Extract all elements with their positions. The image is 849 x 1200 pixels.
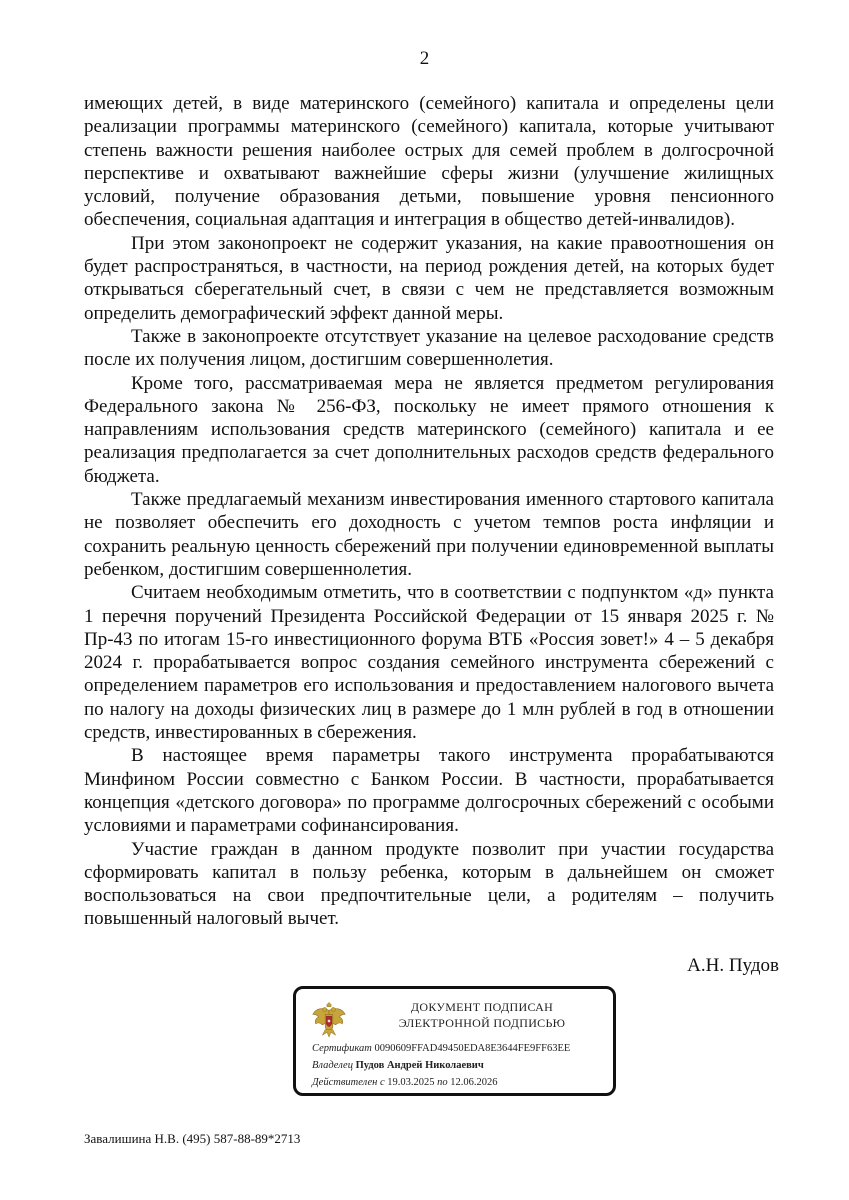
electronic-signature-stamp <box>293 986 616 1096</box>
stamp-title-line: ЭЛЕКТРОННОЙ ПОДПИСЬЮ <box>398 1016 566 1030</box>
russian-coat-of-arms-icon <box>310 1001 348 1039</box>
valid-to-label: по <box>437 1077 448 1088</box>
paragraph: Кроме того, рассматриваемая мера не является предметом регулирования Федерального закона № 256-ФЗ, поскольку не имеет прямого отношения к направлениям использования средств материнского (семейного) капитала и ее реализация предполагается за счет дополнительных расходов средств федерального бюджета. <box>84 372 774 487</box>
stamp-title <box>358 999 606 1031</box>
letter-body <box>84 92 774 931</box>
paragraph: Участие граждан в данном продукте позволит при участии государства сформировать капитал в пользу ребенка, которым в дальнейшем он сможет воспользоваться на свои предпочтительные цели, а родителям – получить повышенный налоговый вычет. <box>84 838 774 930</box>
valid-from-date: 19.03.2025 <box>387 1077 435 1088</box>
validity-line <box>312 1077 498 1088</box>
paragraph: имеющих детей, в виде материнского (семейного) капитала и определены цели реализации программы материнского (семейного) капитала, которые учитывают степень важности решения наиболее острых для семей проблем в долгосрочной перспективе и охватывают важнейшие сферы жизни (улучшение жилищных условий, получение образования детьми, повышение уровня пенсионного обеспечения, социальная адаптация и интеграция в общество детей-инвалидов). <box>84 93 774 231</box>
paragraph: Считаем необходимым отметить, что в соответствии с подпунктом «д» пункта 1 перечня поручений Президента Российской Федерации от 15 января 2025 г. № Пр-43 по итогам 15-го инвестиционного форума ВТБ «Россия зовет!» 4 – 5 декабря 2024 г. прорабатывается вопрос создания семейного инструмента сбережений с определением параметров его использования и предоставлением налогового вычета по налогу на доходы физических лиц в размере до 1 млн рублей в год в отношении средств, инвестированных в сбережения. <box>84 582 774 744</box>
executor-contact: Завалишина Н.В. (495) 587-88-89*2713 <box>84 1131 301 1146</box>
paragraph: В настоящее время параметры такого инструмента прорабатываются Минфином России совместно с Банком России. В частности, прорабатывается концепция «детского договора» по программе долгосрочных сбережений с особыми условиями и параметрами софинансирования. <box>84 745 774 837</box>
owner-label: Владелец <box>312 1060 353 1071</box>
valid-from-label: Действителен с <box>312 1077 385 1088</box>
paragraph: Также в законопроекте отсутствует указание на целевое расходование средств после их получения лицом, достигшим совершеннолетия. <box>84 325 774 371</box>
paragraph: Также предлагаемый механизм инвестирования именного стартового капитала не позволяет обеспечить его доходность с учетом темпов роста инфляции и сохранить реальную ценность сбережений при получении единовременной выплаты ребенком, достигшим совершеннолетия. <box>84 489 774 580</box>
paragraph: При этом законопроект не содержит указания, на какие правоотношения он будет распространяться, в частности, на период рождения детей, на которых будет открываться сберегательный счет, в связи с чем не представляется возможным определить демографический эффект данной меры. <box>84 232 774 324</box>
owner-line <box>312 1060 484 1071</box>
certificate-line <box>312 1043 570 1054</box>
owner-value: Пудов Андрей Николаевич <box>355 1060 484 1071</box>
page-number: 2 <box>419 48 430 69</box>
signer-name: А.Н. Пудов <box>687 955 779 976</box>
valid-to-date: 12.06.2026 <box>450 1077 498 1088</box>
stamp-title-line: ДОКУМЕНТ ПОДПИСАН <box>410 1000 554 1014</box>
certificate-value: 0090609FFAD49450EDA8E3644FE9FF63EE <box>374 1043 571 1054</box>
certificate-label: Сертификат <box>312 1043 372 1054</box>
